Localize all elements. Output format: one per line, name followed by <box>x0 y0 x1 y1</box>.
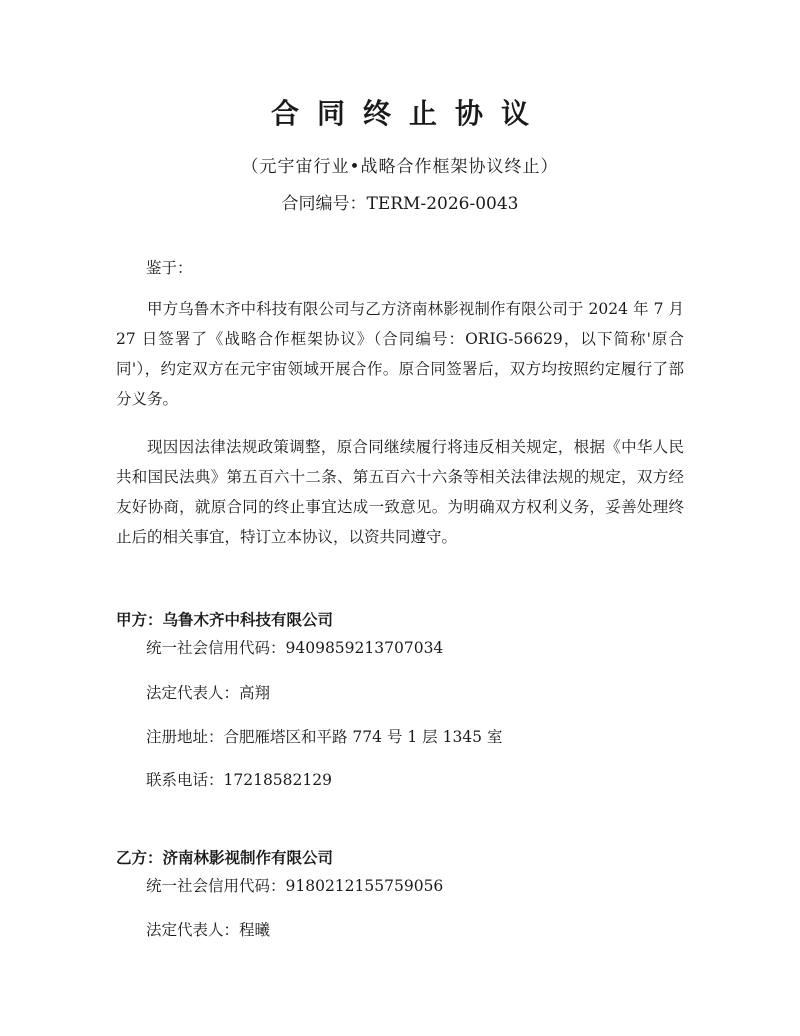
party-a-legal-rep: 法定代表人：高翔 <box>146 684 271 702</box>
preamble-paragraph-2: 现因因法律法规政策调整，原合同继续履行将违反相关规定，根据《中华人民共和国民法典》第五百六十二条、第五百六十六条等相关法律法规的规定，双方经友好协商，就原合同的终止事宜达成一致意见。为明确双方权利义务，妥善处理终止后的相关事宜，特订立本协议，以资共同遵守。 <box>116 438 684 546</box>
party-a-address: 注册地址：合肥雁塔区和平路 774 号 1 层 1345 室 <box>146 728 503 746</box>
contract-number-label: 合同编号： <box>281 194 367 214</box>
preamble-paragraph-1: 甲方乌鲁木齐中科技有限公司与乙方济南林影视制作有限公司于 2024 年 7 月 27 日签署了《战略合作框架协议》（合同编号：ORIG-56629，以下简称'原合同'），约定双方在元宇宙领域开展合作。原合同签署后，双方均按照约定履行了部分义务。 <box>116 300 684 408</box>
party-b-heading: 乙方：济南林影视制作有限公司 <box>116 849 334 867</box>
document-title: 合同终止协议 <box>270 97 547 130</box>
party-b-legal-rep: 法定代表人：程曦 <box>146 921 271 939</box>
contract-number-value: TERM-2026-0043 <box>366 194 519 214</box>
document-subtitle: （元宇宙行业•战略合作框架协议终止） <box>241 157 559 177</box>
party-a-phone: 联系电话：17218582129 <box>146 771 332 789</box>
whereas-label: 鉴于： <box>146 259 193 277</box>
party-a-credit-code: 统一社会信用代码：9409859213707034 <box>146 639 444 657</box>
contract-number <box>0 189 800 214</box>
party-a-heading: 甲方：乌鲁木齐中科技有限公司 <box>116 611 334 629</box>
party-b-credit-code: 统一社会信用代码：9180212155759056 <box>146 877 444 895</box>
